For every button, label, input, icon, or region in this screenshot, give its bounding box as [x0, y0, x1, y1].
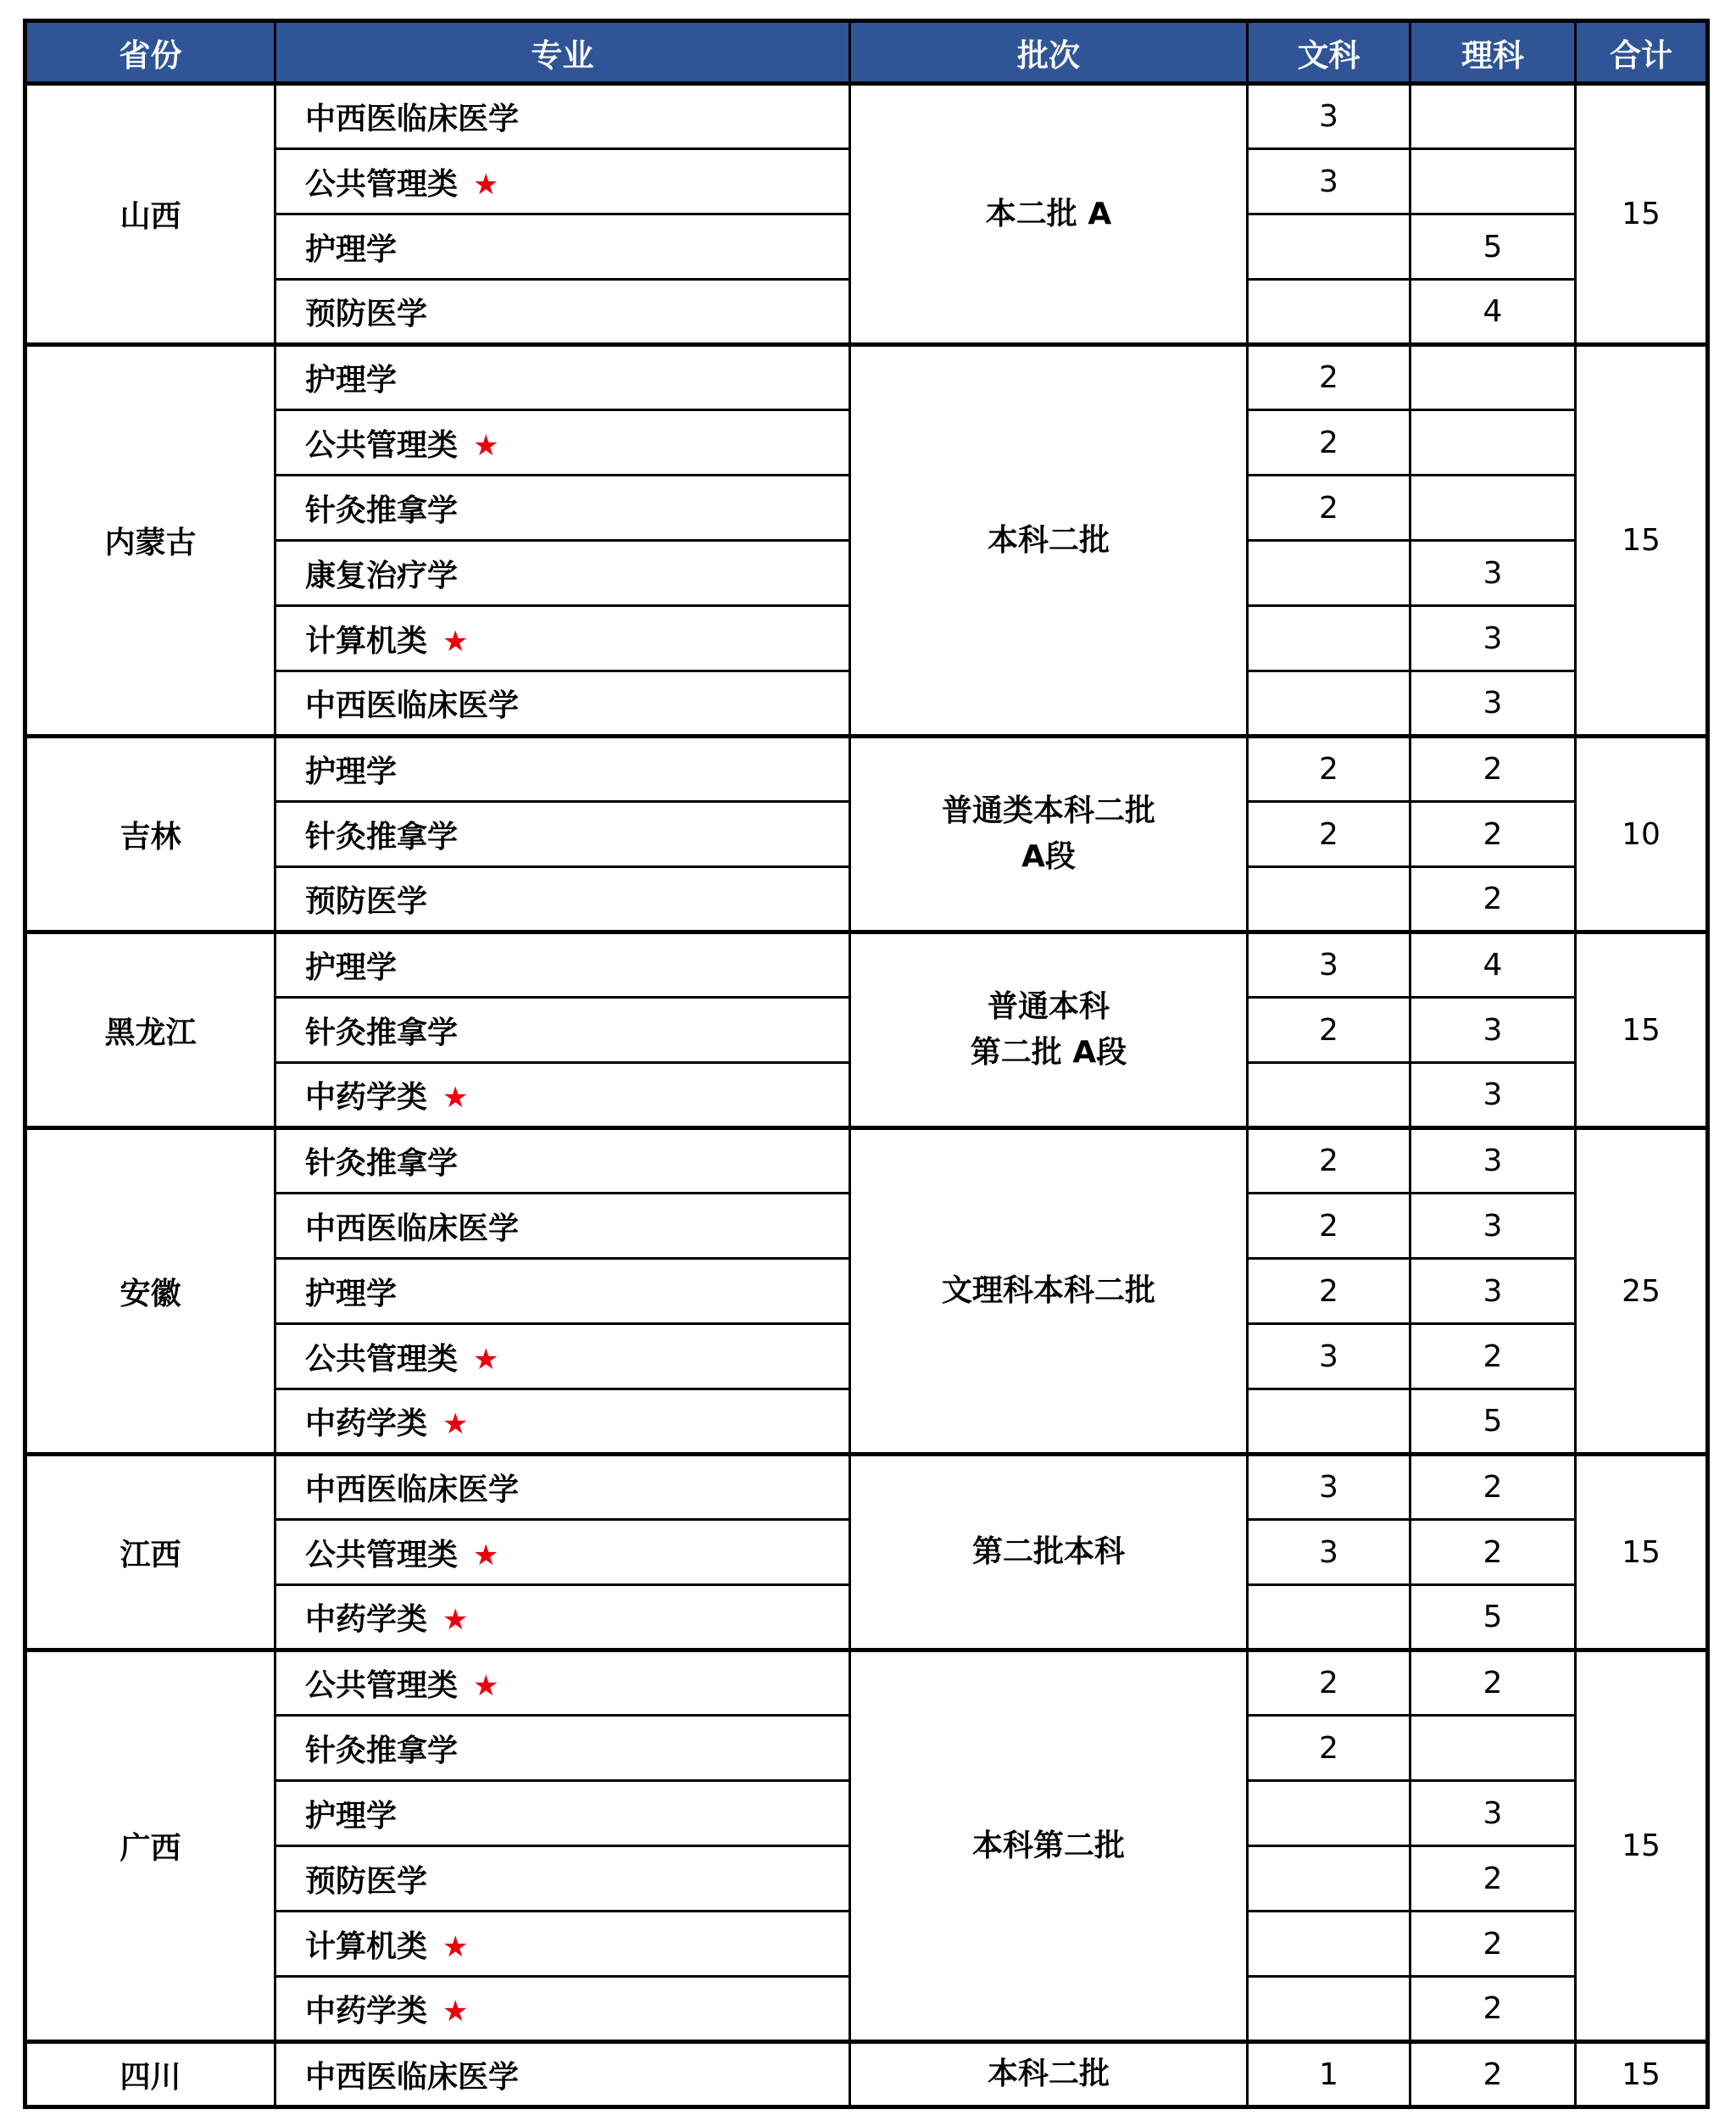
major-label: 护理学 — [305, 231, 398, 267]
liberal-arts-count-cell: 1 — [1248, 2042, 1410, 2107]
col-header-province: 省份 — [25, 21, 275, 84]
province-cell: 黑龙江 — [25, 932, 275, 1128]
major-label: 针灸推拿学 — [305, 493, 459, 528]
science-count-cell: 5 — [1410, 1389, 1576, 1455]
major-label: 预防医学 — [305, 297, 428, 331]
major-cell — [275, 998, 850, 1063]
batch-cell — [850, 737, 1248, 932]
liberal-arts-count-cell: 2 — [1248, 1259, 1410, 1324]
liberal-arts-count-cell: 3 — [1248, 84, 1410, 149]
liberal-arts-count-cell — [1248, 867, 1410, 932]
major-cell — [275, 1912, 850, 1977]
table-row — [25, 2042, 1708, 2107]
major-cell — [275, 1324, 850, 1389]
science-count-cell: 5 — [1410, 1585, 1576, 1650]
table-header — [25, 21, 1708, 84]
major-label: 针灸推拿学 — [305, 1733, 459, 1768]
major-label: 公共管理类 — [305, 1668, 459, 1703]
major-cell — [275, 280, 850, 345]
major-cell — [275, 1846, 850, 1912]
star-icon: ★ — [473, 428, 499, 463]
science-count-cell: 5 — [1410, 214, 1576, 280]
total-cell: 15 — [1576, 345, 1708, 737]
header-row — [25, 21, 1708, 84]
major-label: 护理学 — [305, 754, 398, 789]
batch-line: 本科二批 — [987, 2056, 1110, 2091]
liberal-arts-count-cell — [1248, 1846, 1410, 1912]
liberal-arts-count-cell: 2 — [1248, 476, 1410, 541]
liberal-arts-count-cell: 2 — [1248, 737, 1410, 802]
liberal-arts-count-cell — [1248, 1912, 1410, 1977]
major-cell — [275, 84, 850, 149]
major-cell — [275, 2042, 850, 2107]
batch-cell — [850, 1455, 1248, 1650]
science-count-cell: 2 — [1410, 1912, 1576, 1977]
batch-line: 本二批 A — [985, 196, 1112, 231]
major-cell — [275, 1128, 850, 1194]
star-icon: ★ — [473, 1669, 499, 1703]
batch-line: 文理科本科二批 — [941, 1273, 1155, 1308]
major-label: 计算机类 — [305, 1928, 428, 1964]
science-count-cell: 2 — [1410, 2042, 1576, 2107]
major-label: 预防医学 — [305, 884, 428, 919]
province-cell: 四川 — [25, 2042, 275, 2107]
liberal-arts-count-cell: 2 — [1248, 1194, 1410, 1259]
major-label: 计算机类 — [305, 623, 428, 659]
table-row — [25, 1650, 1708, 1716]
major-label: 康复治疗学 — [305, 558, 459, 593]
science-count-cell: 3 — [1410, 1259, 1576, 1324]
major-label: 中西医临床医学 — [305, 688, 520, 723]
major-label: 中西医临床医学 — [305, 1472, 520, 1507]
major-label: 护理学 — [305, 1798, 398, 1834]
science-count-cell: 2 — [1410, 1455, 1576, 1520]
major-cell — [275, 214, 850, 280]
total-cell: 15 — [1576, 932, 1708, 1128]
star-icon: ★ — [442, 1995, 469, 2029]
science-count-cell: 3 — [1410, 1781, 1576, 1846]
science-count-cell: 3 — [1410, 541, 1576, 606]
major-label: 中药学类 — [305, 1994, 428, 2029]
star-icon: ★ — [442, 1407, 469, 1441]
major-cell — [275, 737, 850, 802]
liberal-arts-count-cell — [1248, 280, 1410, 345]
star-icon: ★ — [473, 1342, 499, 1377]
col-header-total: 合计 — [1576, 21, 1708, 84]
total-cell: 15 — [1576, 2042, 1708, 2107]
major-cell — [275, 1194, 850, 1259]
province-cell: 山西 — [25, 84, 275, 345]
province-cell: 安徽 — [25, 1128, 275, 1455]
table-body — [25, 84, 1708, 2107]
science-count-cell: 4 — [1410, 280, 1576, 345]
batch-cell — [850, 345, 1248, 737]
major-label: 中药学类 — [305, 1080, 428, 1115]
liberal-arts-count-cell: 3 — [1248, 1455, 1410, 1520]
major-label: 公共管理类 — [305, 166, 459, 202]
enrollment-plan-table — [23, 19, 1710, 2109]
science-count-cell — [1410, 345, 1576, 410]
science-count-cell: 2 — [1410, 802, 1576, 867]
major-cell — [275, 476, 850, 541]
science-count-cell — [1410, 410, 1576, 476]
major-label: 中西医临床医学 — [305, 2059, 520, 2095]
major-cell — [275, 1063, 850, 1128]
major-label: 针灸推拿学 — [305, 1015, 459, 1050]
liberal-arts-count-cell — [1248, 1977, 1410, 2042]
batch-cell — [850, 2042, 1248, 2107]
liberal-arts-count-cell — [1248, 1781, 1410, 1846]
batch-line: 本科第二批 — [971, 1828, 1125, 1863]
star-icon: ★ — [442, 1603, 469, 1637]
major-cell — [275, 1781, 850, 1846]
batch-line: A段 — [1021, 839, 1076, 874]
major-cell — [275, 1650, 850, 1716]
major-cell — [275, 1716, 850, 1781]
total-cell: 10 — [1576, 737, 1708, 932]
table-row — [25, 932, 1708, 998]
science-count-cell: 2 — [1410, 1977, 1576, 2042]
liberal-arts-count-cell: 3 — [1248, 149, 1410, 214]
science-count-cell: 3 — [1410, 671, 1576, 737]
science-count-cell: 2 — [1410, 737, 1576, 802]
science-count-cell — [1410, 1716, 1576, 1781]
major-label: 公共管理类 — [305, 427, 459, 463]
major-label: 中西医临床医学 — [305, 102, 520, 136]
liberal-arts-count-cell — [1248, 541, 1410, 606]
batch-cell — [850, 1128, 1248, 1455]
batch-line: 普通类本科二批 — [941, 793, 1155, 828]
table-row — [25, 1455, 1708, 1520]
science-count-cell: 3 — [1410, 1194, 1576, 1259]
science-count-cell: 4 — [1410, 932, 1576, 998]
liberal-arts-count-cell: 2 — [1248, 1716, 1410, 1781]
major-label: 护理学 — [305, 363, 398, 398]
major-label: 预防医学 — [305, 1863, 428, 1899]
liberal-arts-count-cell: 2 — [1248, 1128, 1410, 1194]
col-header-science: 理科 — [1410, 21, 1576, 84]
liberal-arts-count-cell — [1248, 1389, 1410, 1455]
science-count-cell: 2 — [1410, 867, 1576, 932]
science-count-cell — [1410, 476, 1576, 541]
major-cell — [275, 1585, 850, 1650]
table-row — [25, 84, 1708, 149]
star-icon: ★ — [442, 1929, 469, 1964]
total-cell: 25 — [1576, 1128, 1708, 1455]
batch-cell — [850, 932, 1248, 1128]
liberal-arts-count-cell — [1248, 214, 1410, 280]
liberal-arts-count-cell — [1248, 1063, 1410, 1128]
science-count-cell: 3 — [1410, 998, 1576, 1063]
batch-cell — [850, 1650, 1248, 2042]
star-icon: ★ — [442, 624, 469, 659]
major-cell — [275, 606, 850, 671]
batch-line: 第二批 A段 — [970, 1035, 1127, 1070]
major-cell — [275, 1455, 850, 1520]
science-count-cell — [1410, 84, 1576, 149]
major-label: 针灸推拿学 — [305, 1146, 459, 1181]
batch-line: 第二批本科 — [971, 1534, 1125, 1569]
major-cell — [275, 1977, 850, 2042]
province-cell: 江西 — [25, 1455, 275, 1650]
table-row — [25, 1128, 1708, 1194]
table-row — [25, 737, 1708, 802]
table-row — [25, 345, 1708, 410]
major-cell — [275, 541, 850, 606]
total-cell: 15 — [1576, 84, 1708, 345]
major-label: 针灸推拿学 — [305, 819, 459, 854]
major-label: 公共管理类 — [305, 1341, 459, 1377]
liberal-arts-count-cell: 3 — [1248, 932, 1410, 998]
science-count-cell: 2 — [1410, 1520, 1576, 1585]
major-label: 中西医临床医学 — [305, 1210, 520, 1246]
batch-line: 本科二批 — [987, 522, 1110, 558]
major-cell — [275, 345, 850, 410]
col-header-batch: 批次 — [850, 21, 1248, 84]
major-cell — [275, 1520, 850, 1585]
science-count-cell: 3 — [1410, 1063, 1576, 1128]
province-cell: 广西 — [25, 1650, 275, 2042]
major-cell — [275, 1259, 850, 1324]
col-header-liberal-arts: 文科 — [1248, 21, 1410, 84]
province-cell: 内蒙古 — [25, 345, 275, 737]
major-label: 公共管理类 — [305, 1537, 459, 1572]
liberal-arts-count-cell — [1248, 671, 1410, 737]
major-label: 中药学类 — [305, 1406, 428, 1441]
major-label: 中药学类 — [305, 1602, 428, 1637]
liberal-arts-count-cell: 2 — [1248, 1650, 1410, 1716]
science-count-cell: 2 — [1410, 1324, 1576, 1389]
major-cell — [275, 802, 850, 867]
star-icon: ★ — [473, 167, 499, 202]
batch-cell — [850, 84, 1248, 345]
star-icon: ★ — [473, 1538, 499, 1572]
liberal-arts-count-cell: 2 — [1248, 998, 1410, 1063]
province-cell: 吉林 — [25, 737, 275, 932]
liberal-arts-count-cell: 2 — [1248, 802, 1410, 867]
star-icon: ★ — [442, 1081, 469, 1115]
liberal-arts-count-cell: 2 — [1248, 410, 1410, 476]
col-header-major: 专业 — [275, 21, 850, 84]
liberal-arts-count-cell — [1248, 606, 1410, 671]
major-cell — [275, 867, 850, 932]
major-cell — [275, 410, 850, 476]
major-cell — [275, 1389, 850, 1455]
total-cell: 15 — [1576, 1650, 1708, 2042]
science-count-cell: 3 — [1410, 606, 1576, 671]
batch-line: 普通本科 — [987, 989, 1110, 1024]
science-count-cell: 2 — [1410, 1846, 1576, 1912]
major-label: 护理学 — [305, 950, 398, 985]
science-count-cell: 2 — [1410, 1650, 1576, 1716]
liberal-arts-count-cell — [1248, 1585, 1410, 1650]
liberal-arts-count-cell: 3 — [1248, 1324, 1410, 1389]
liberal-arts-count-cell: 2 — [1248, 345, 1410, 410]
major-cell — [275, 932, 850, 998]
major-cell — [275, 149, 850, 214]
liberal-arts-count-cell: 3 — [1248, 1520, 1410, 1585]
science-count-cell — [1410, 149, 1576, 214]
science-count-cell: 3 — [1410, 1128, 1576, 1194]
major-cell — [275, 671, 850, 737]
major-label: 护理学 — [305, 1276, 398, 1311]
total-cell: 15 — [1576, 1455, 1708, 1650]
